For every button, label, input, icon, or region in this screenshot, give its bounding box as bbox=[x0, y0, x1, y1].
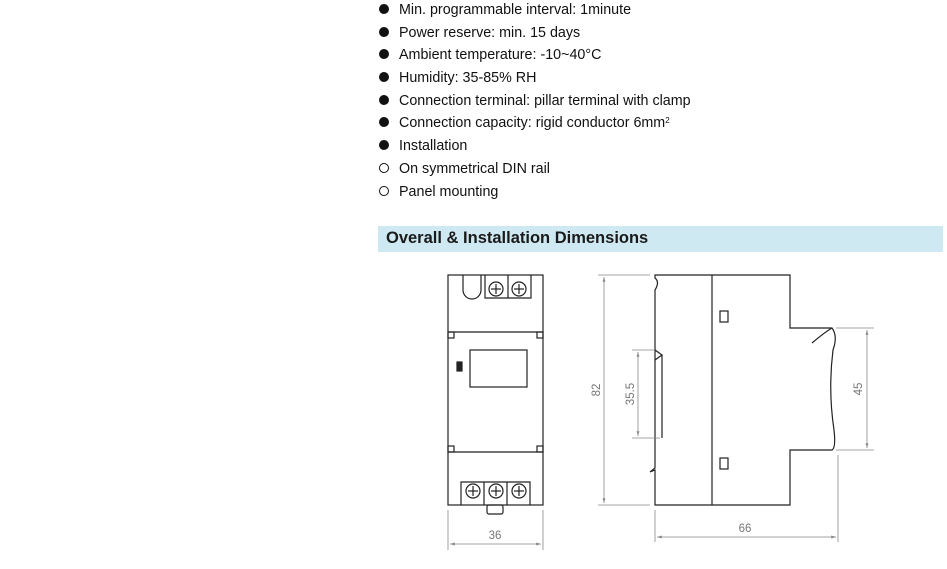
spec-text: Panel mounting bbox=[399, 183, 499, 200]
dim-label-rail-height: 45 bbox=[853, 382, 865, 396]
spec-text: Connection terminal: pillar terminal with clamp bbox=[399, 92, 691, 109]
side-outline bbox=[650, 275, 835, 505]
spec-text: On symmetrical DIN rail bbox=[399, 160, 550, 177]
display-window bbox=[470, 350, 527, 387]
front-outline bbox=[448, 275, 543, 505]
spec-text: Min. programmable interval: 1minute bbox=[399, 2, 632, 18]
spec-text: Power reserve: min. 15 days bbox=[399, 24, 581, 41]
spec-text: Humidity: 35-85% RH bbox=[399, 70, 537, 87]
spec-text: Connection capacity: rigid conductor 6mm bbox=[399, 115, 666, 132]
dim-label-mid-height: 35.5 bbox=[625, 382, 637, 406]
side-view bbox=[650, 275, 835, 505]
dim-height bbox=[598, 275, 650, 505]
spec-text: Installation bbox=[399, 138, 468, 155]
spec-text: Ambient temperature: -10~40°C bbox=[399, 47, 602, 64]
front-view bbox=[448, 275, 543, 514]
superscript: 2 bbox=[665, 116, 670, 126]
dim-label-width: 36 bbox=[488, 530, 502, 542]
section-title: Overall & Installation Dimensions bbox=[386, 229, 649, 247]
dim-label-depth: 66 bbox=[738, 523, 752, 535]
dim-label-height: 82 bbox=[591, 383, 603, 397]
